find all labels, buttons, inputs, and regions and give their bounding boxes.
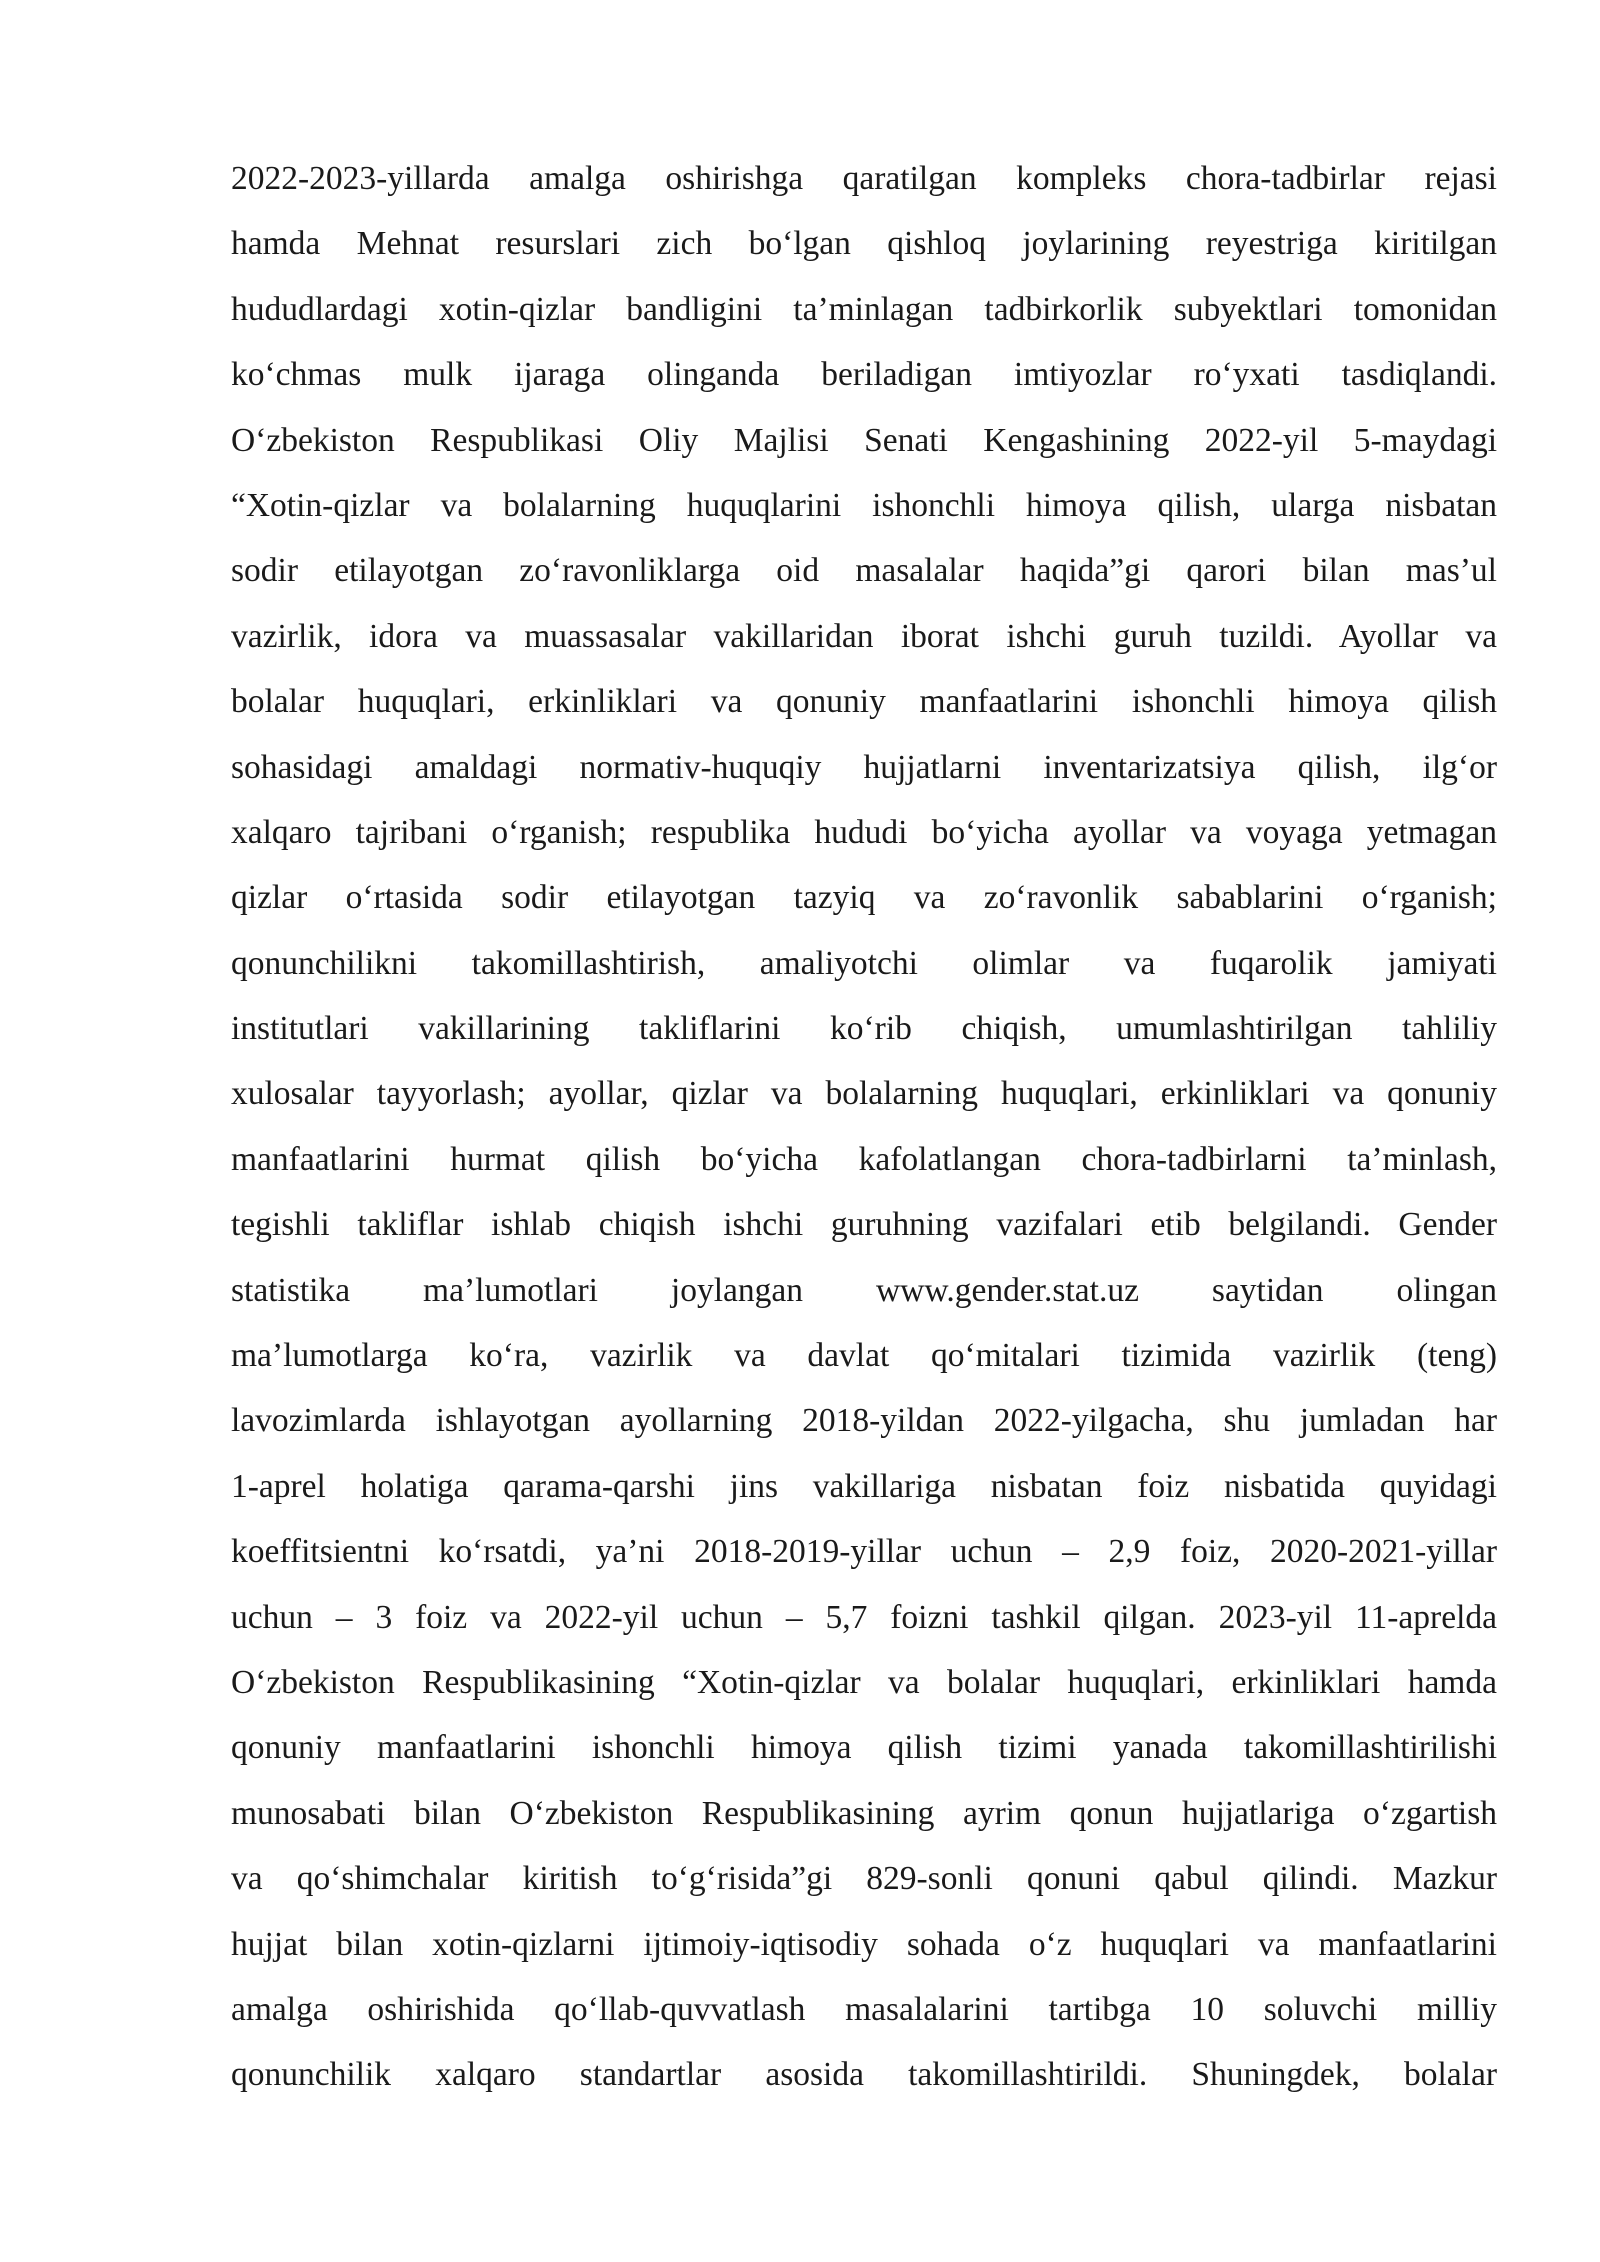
text-line: munosabati bilan O‘zbekiston Respublikasining ayrim qonun hujjatlariga o‘zgartish	[231, 1794, 1497, 1832]
text-line: institutlari vakillarining takliflarini ko‘rib chiqish, umumlashtirilgan tahliliy	[231, 1010, 1497, 1048]
text-line: manfaatlarini hurmat qilish bo‘yicha kafolatlangan chora-tadbirlarni ta’minlash,	[231, 1140, 1497, 1178]
text-line: ko‘chmas mulk ijaraga olinganda beriladigan imtiyozlar ro‘yxati tasdiqlandi.	[231, 356, 1497, 394]
text-line: uchun – 3 foiz va 2022-yil uchun – 5,7 foizni tashkil qilgan. 2023-yil 11-aprelda	[231, 1598, 1497, 1636]
text-line: bolalar huquqlari, erkinliklari va qonuniy manfaatlarini ishonchli himoya qilish	[231, 683, 1497, 721]
text-line: sodir etilayotgan zo‘ravonliklarga oid masalalar haqida”gi qarori bilan mas’ul	[231, 552, 1497, 590]
text-line: amalga oshirishida qo‘llab-quvvatlash masalalarini tartibga 10 soluvchi milliy	[231, 1990, 1497, 2028]
text-line: O‘zbekiston Respublikasining “Xotin-qizlar va bolalar huquqlari, erkinliklari hamda	[231, 1663, 1497, 1701]
text-line: tegishli takliflar ishlab chiqish ishchi guruhning vazifalari etib belgilandi. Gender	[231, 1206, 1497, 1244]
text-line: ma’lumotlarga ko‘ra, vazirlik va davlat qo‘mitalari tizimida vazirlik (teng)	[231, 1337, 1497, 1375]
text-line: qonuniy manfaatlarini ishonchli himoya qilish tizimi yanada takomillashtirilishi	[231, 1729, 1497, 1767]
text-line: “Xotin-qizlar va bolalarning huquqlarini ishonchli himoya qilish, ularga nisbatan	[231, 486, 1497, 524]
text-line: qonunchilik xalqaro standartlar asosida takomillashtirildi. Shuningdek, bolalar	[231, 2056, 1497, 2094]
body-paragraph	[231, 146, 1497, 2108]
text-line: sohasidagi amaldagi normativ-huquqiy hujjatlarni inventarizatsiya qilish, ilg‘or	[231, 748, 1497, 786]
text-line: vazirlik, idora va muassasalar vakillaridan iborat ishchi guruh tuzildi. Ayollar va	[231, 617, 1497, 655]
text-line: hujjat bilan xotin-qizlarni ijtimoiy-iqtisodiy sohada o‘z huquqlari va manfaatlarini	[231, 1925, 1497, 1963]
text-line: hududlardagi xotin-qizlar bandligini ta’minlagan tadbirkorlik subyektlari tomonidan	[231, 290, 1497, 328]
text-line: O‘zbekiston Respublikasi Oliy Majlisi Senati Kengashining 2022-yil 5-maydagi	[231, 421, 1497, 459]
text-line: 1-aprel holatiga qarama-qarshi jins vakillariga nisbatan foiz nisbatida quyidagi	[231, 1467, 1497, 1505]
text-line: va qo‘shimchalar kiritish to‘g‘risida”gi 829-sonli qonuni qabul qilindi. Mazkur	[231, 1860, 1497, 1898]
text-line: koeffitsientni ko‘rsatdi, ya’ni 2018-2019-yillar uchun – 2,9 foiz, 2020-2021-yillar	[231, 1533, 1497, 1571]
text-line: qizlar o‘rtasida sodir etilayotgan tazyiq va zo‘ravonlik sabablarini o‘rganish;	[231, 879, 1497, 917]
text-line: hamda Mehnat resurslari zich bo‘lgan qishloq joylarining reyestriga kiritilgan	[231, 225, 1497, 263]
text-line: xulosalar tayyorlash; ayollar, qizlar va bolalarning huquqlari, erkinliklari va qonuniy	[231, 1075, 1497, 1113]
text-line: qonunchilikni takomillashtirish, amaliyotchi olimlar va fuqarolik jamiyati	[231, 944, 1497, 982]
text-line: xalqaro tajribani o‘rganish; respublika hududi bo‘yicha ayollar va voyaga yetmagan	[231, 813, 1497, 851]
text-line: lavozimlarda ishlayotgan ayollarning 2018-yildan 2022-yilgacha, shu jumladan har	[231, 1402, 1497, 1440]
text-line: 2022-2023-yillarda amalga oshirishga qaratilgan kompleks chora-tadbirlar rejasi	[231, 160, 1497, 197]
text-line: statistika ma’lumotlari joylangan www.gender.stat.uz saytidan olingan	[231, 1271, 1497, 1309]
